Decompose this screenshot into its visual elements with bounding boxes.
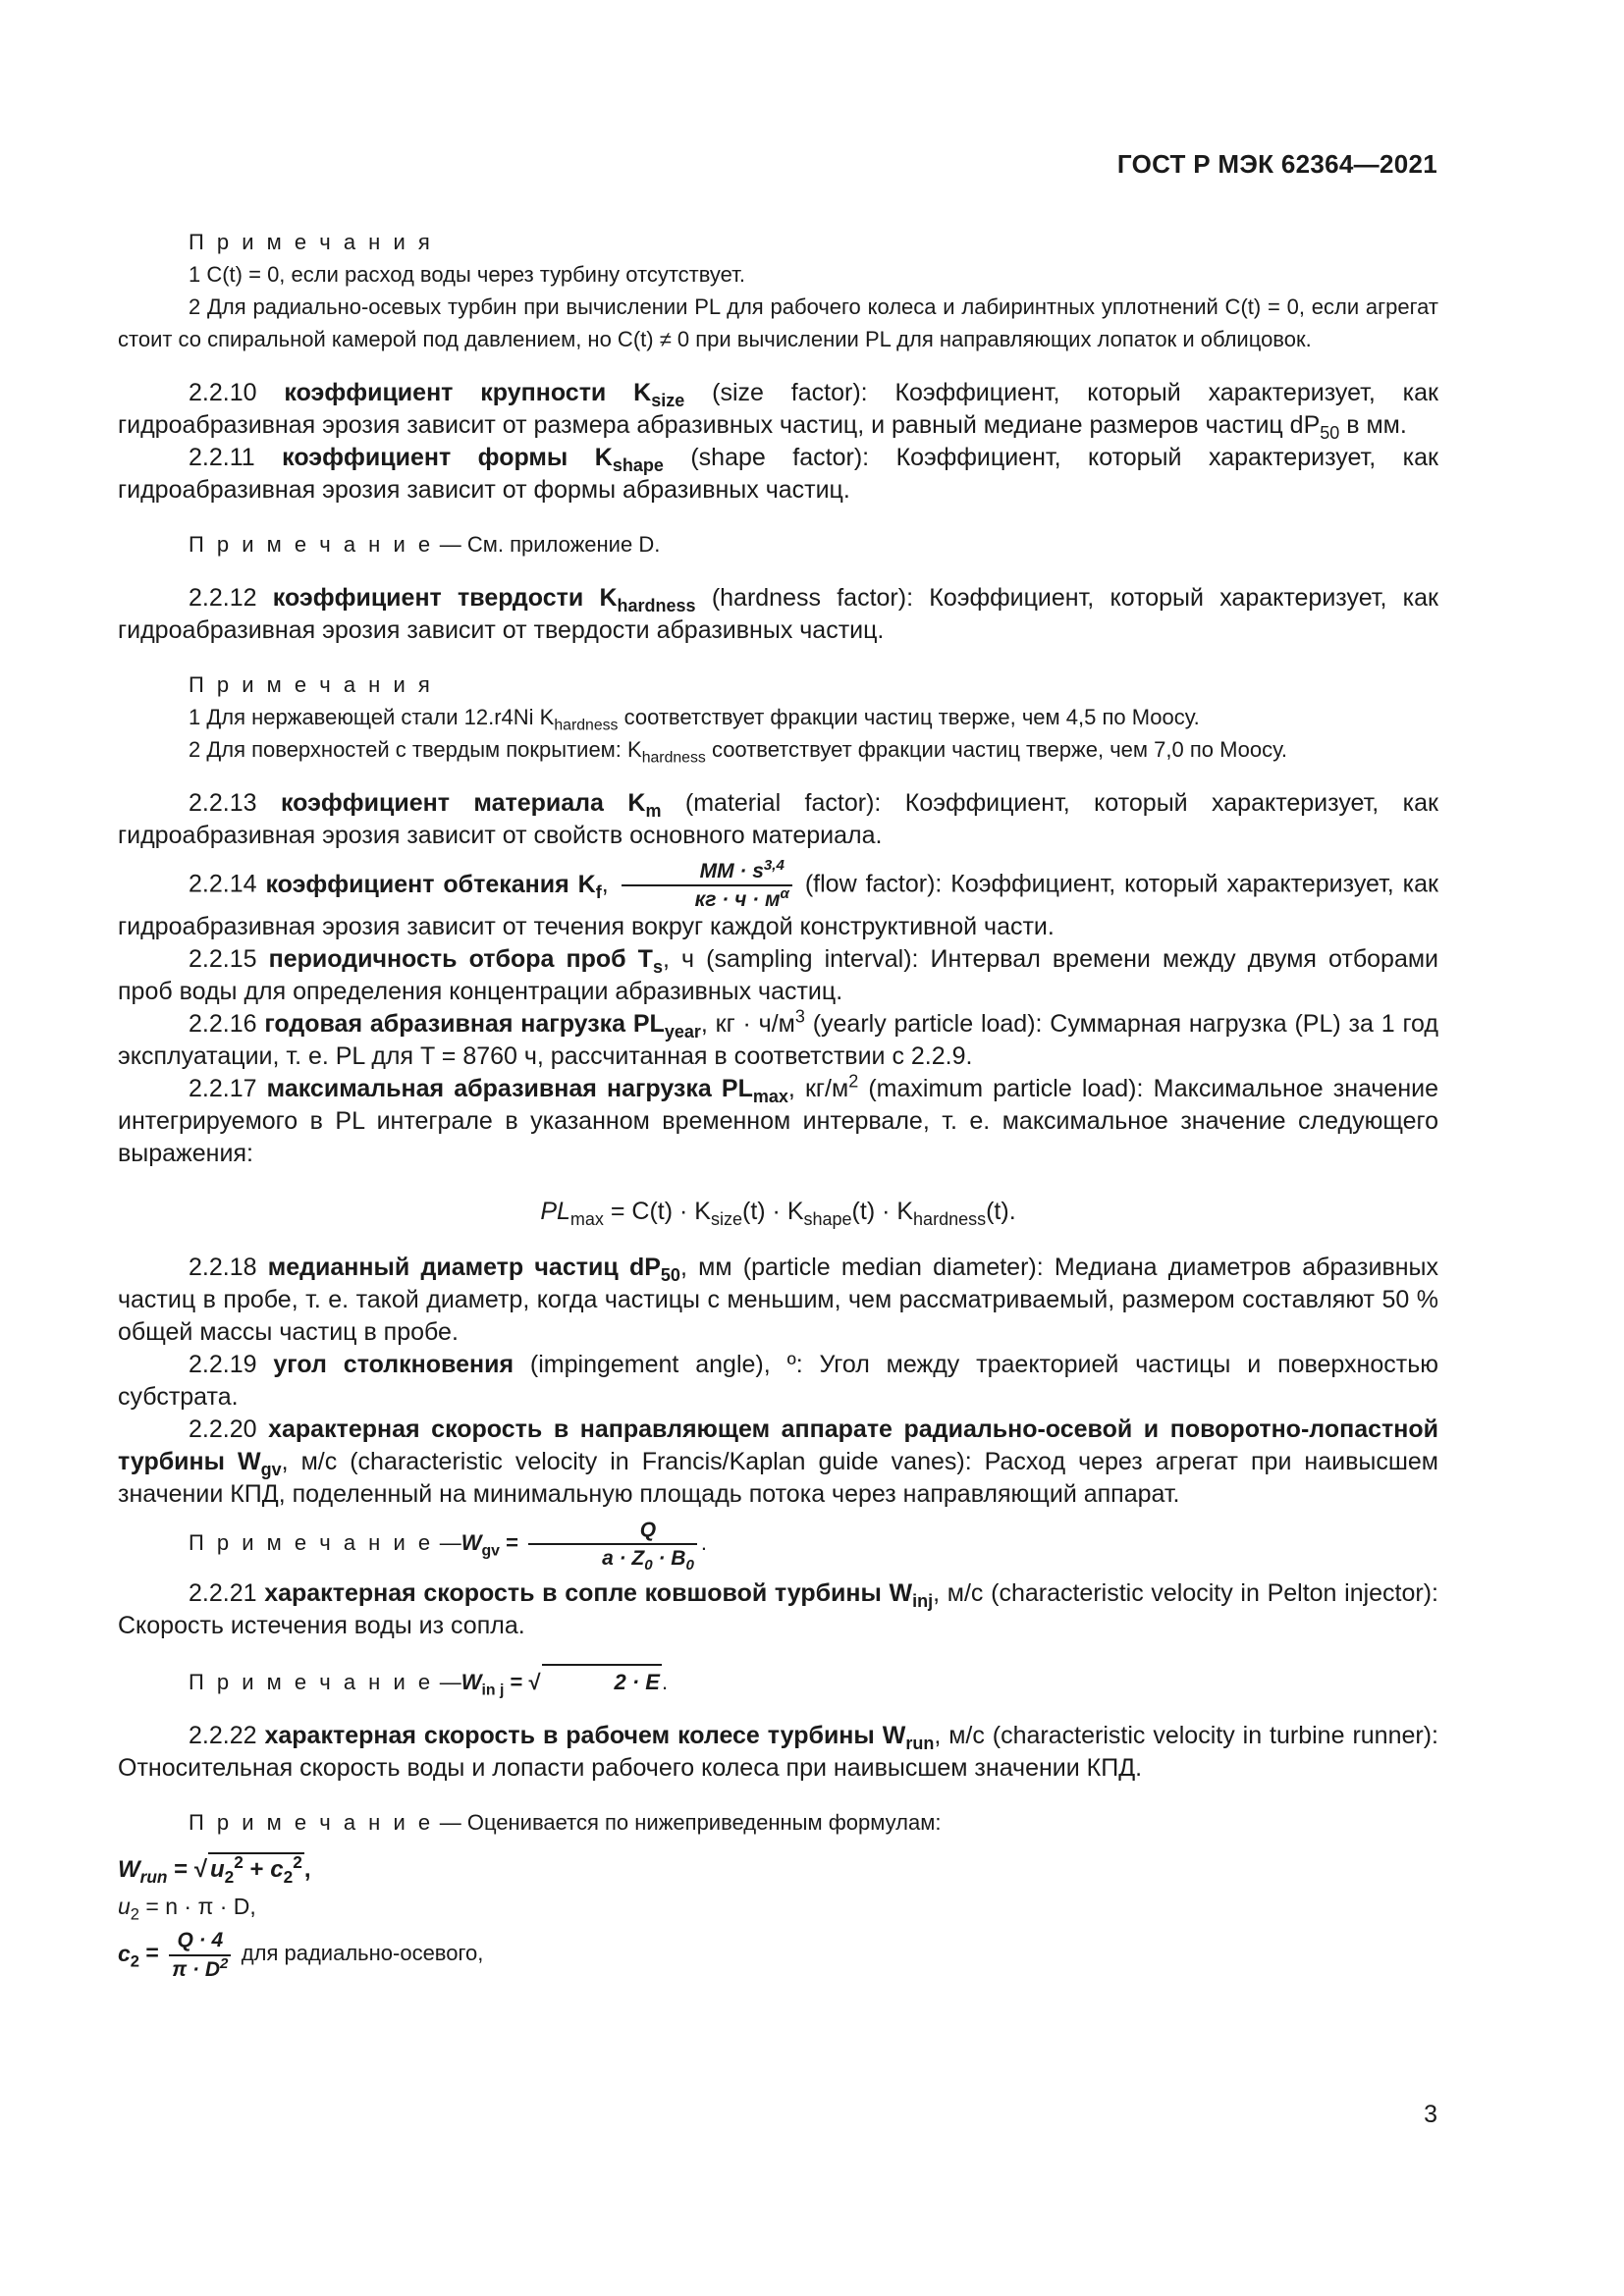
term-2-2-21: 2.2.21 характерная скорость в сопле ковшовой турбины $W_{inj}$, м/с (characteristic velocity in Pelton injector): Скорость истечения воды из сопла. xyxy=(118,1579,1438,1640)
term-2-2-15: 2.2.15 периодичность отбора проб $T_s$, ч (sampling interval): Интервал времени между двумя отборами проб воды для определения концентрации абразивных частиц. xyxy=(118,945,1439,1006)
note-2-2-22: П р и м е ч а н и е — Оценивается по нижеприведенным формулам: xyxy=(189,1810,942,1836)
term-2-2-17: 2.2.17 максимальная абразивная нагрузка $PL_{max}$, $кг/м^2$ (maximum particle load): Максимальное значение интегрируемого в PL интеграле в указанном временном интервале, т. е. максимальное значение следующего выражения: xyxy=(118,1071,1438,1168)
note-item: 2 Для поверхностей с твердым покрытием: $K_{hardness}$ соответствует фракции частиц тверже, чем 7,0 по Моосу. xyxy=(189,737,1288,767)
term-2-2-10: 2.2.10 коэффициент крупности $K_{size}$ (size factor): Коэффициент, который характеризует, как гидроабразивная эрозия зависит от размера абразивных частиц, и равный медиане размеров частиц $dP_{50}$ в мм. xyxy=(118,379,1438,443)
term-2-2-19: 2.2.19 угол столкновения (impingement angle), º: Угол между траекторией частицы и поверхностью субстрата. xyxy=(118,1351,1438,1412)
note-label: П р и м е ч а н и я xyxy=(189,230,434,254)
page-content xyxy=(118,226,1438,1981)
formula-u2: $u_2 = n \cdot \pi \cdot D$, xyxy=(118,1894,256,1924)
note-item: 2 Для радиально-осевых турбин при вычислении PL для рабочего колеса и лабиринтных уплотнений C(t) = 0, если агрегат стоит со спиральной камерой под давлением, но C(t) ≠ 0 при вычислении PL для направляющих лопаток и облицовок. xyxy=(118,294,1438,351)
formula-c2: $c_2$ = $\frac{Q \cdot 4}{\pi \cdot D^2}$ для радиально-осевого, xyxy=(118,1929,484,1981)
note-2-2-20: П р и м е ч а н и е $—W_{gv}$ = $\frac{Q}{a \cdot Z_0 \cdot B_0}$ . xyxy=(189,1519,707,1575)
c2-fraction: $\frac{Q \cdot 4}{\pi \cdot D^2}$ xyxy=(169,1929,231,1980)
term-2-2-20: 2.2.20 характерная скорость в направляющем аппарате радиально-осевой и поворотно-лопастной турбины $W_{gv}$, м/с (characteristic velocity in Francis/Kaplan guide vanes): Расход через агрегат при наивысшем значении КПД, поделенный на минимальную площадь потока через направляющий аппарат. xyxy=(118,1415,1438,1509)
note-item: 1 Для нержавеющей стали 12.r4Ni $K_{hardness}$ соответствует фракции частиц тверже, чем 4,5 по Моосу. xyxy=(189,705,1200,734)
term-2-2-22: 2.2.22 характерная скорость в рабочем колесе турбины $W_{run}$, м/с (characteristic velocity in turbine runner): Относительная скорость воды и лопасти рабочего колеса при наивысшем значении КПД. xyxy=(118,1722,1438,1783)
term-2-2-11: 2.2.11 коэффициент формы $K_{shape}$ (shape factor): Коэффициент, который характеризует, как гидроабразивная эрозия зависит от формы абразивных частиц. xyxy=(118,444,1438,504)
flow-factor-unit-fraction: $\frac{MM \cdot s^{3,4}}{кг \cdot ч \cdot м^\alpha}$ xyxy=(622,860,792,911)
term-2-2-16: 2.2.16 годовая абразивная нагрузка $PL_{year}$, кг · $ч/м^3$ (yearly particle load): Суммарная нагрузка (PL) за 1 год эксплуатации, т. е. PL для T = 8760 ч, рассчитанная в соответствии с 2.2.9. xyxy=(118,1006,1438,1071)
note-2-2-21: П р и м е ч а н и е $—W_{in j}$ = √ 2 · E. xyxy=(118,1664,1438,1698)
note-label: П р и м е ч а н и я xyxy=(189,672,434,697)
note-item: 1 C(t) = 0, если расход воды через турбину отсутствует. xyxy=(189,262,745,287)
page-number: 3 xyxy=(1424,2101,1437,2128)
term-2-2-18: 2.2.18 медианный диаметр частиц $dP_{50}$, мм (particle median diameter): Медиана диаметров абразивных частиц в пробе, т. е. такой диаметр, когда частицы с меньшим, чем рассматриваемый, размером составляют 50 % общей массы частиц в пробе. xyxy=(118,1254,1438,1347)
formula-pl-max: $PL_{max} = C(t) \cdot K_{size}(t) \cdot K_{shape}(t) \cdot K_{hardness}(t)$. xyxy=(540,1198,1016,1230)
term-2-2-14: 2.2.14 коэффициент обтекания $K_f$, $\frac{MM \cdot s^{3,4}}{кг \cdot ч \cdot м^\alpha}$ (flow factor): Коэффициент, который характеризует, как гидроабразивная эрозия зависит от течения вокруг каждой конструктивной части. xyxy=(118,857,1438,941)
term-2-2-12: 2.2.12 коэффициент твердости $K_{hardness}$ (hardness factor): Коэффициент, который характеризует, как гидроабразивная эрозия зависит от твердости абразивных частиц. xyxy=(118,584,1438,644)
wgv-fraction: $\frac{Q}{a \cdot Z_0 \cdot B_0}$ xyxy=(528,1519,697,1570)
formula-w-run: $W_{run}$ = √ $u_2^2 + c_2^2$, xyxy=(118,1852,311,1888)
page-header: ГОСТ Р МЭК 62364—2021 xyxy=(1116,149,1437,179)
term-2-2-13: 2.2.13 коэффициент материала $K_m$ (material factor): Коэффициент, который характеризует, как гидроабразивная эрозия зависит от свойств основного материала. xyxy=(118,789,1438,849)
note-2-2-11: П р и м е ч а н и е — См. приложение D. xyxy=(189,532,661,557)
